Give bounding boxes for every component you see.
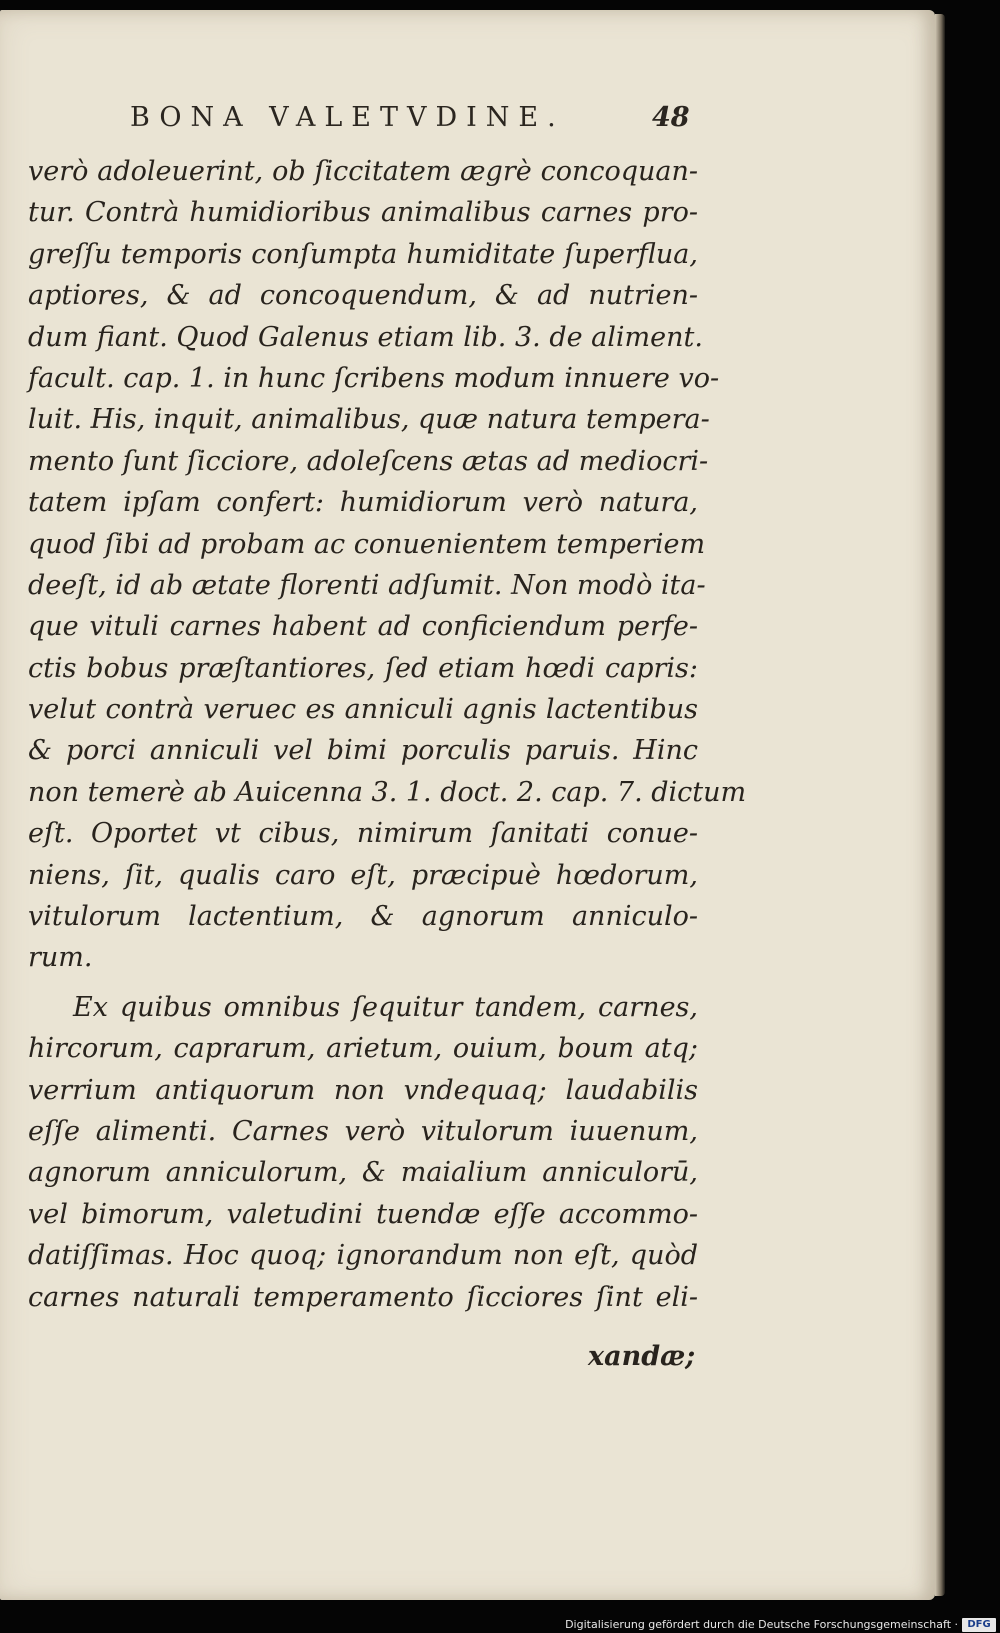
text-line: mento ſunt ſicciore, adoleſcens ætas ad mediocri-	[28, 445, 709, 477]
catchword: xandæ;	[588, 1341, 696, 1372]
book-page	[0, 10, 935, 1600]
page-number: 48	[652, 102, 690, 133]
text-line: niens, ſit, qualis caro eſt, præcipuè hœdorum,	[28, 859, 698, 891]
text-line: eſſe alimenti. Carnes verò vitulorum iuuenum,	[28, 1115, 698, 1147]
text-line: vel bimorum, valetudini tuendæ eſſe accommo-	[28, 1198, 698, 1230]
text-line: tur. Contrà humidioribus animalibus carnes pro-	[28, 197, 698, 229]
text-line: hircorum, caprarum, arietum, ouium, boum atq;	[28, 1033, 698, 1065]
running-head: BONA VALETVDINE.	[130, 102, 565, 133]
text-line: luit. His, inquit, animalibus, quæ natura tempera-	[28, 404, 710, 436]
text-line: deeſt, id ab ætate florenti adſumit. Non modò ita-	[28, 569, 706, 601]
paragraph-first-line: Ex quibus omnibus ſequitur tandem, carnes,	[73, 991, 698, 1023]
body-text	[28, 151, 747, 1318]
text-line: greſſu temporis conſumpta humiditate ſuperflua,	[28, 238, 698, 270]
text-line: facult. cap. 1. in hunc ſcribens modum innuere vo-	[28, 362, 720, 394]
text-line: dum fiant. Quod Galenus etiam lib. 3. de aliment.	[28, 321, 703, 353]
text-line: verrium antiquorum non vndequaq; laudabilis	[28, 1074, 698, 1106]
text-line: agnorum anniculorum, & maialium anniculorū,	[28, 1157, 698, 1189]
text-line: vitulorum lactentium, & agnorum anniculo-	[28, 901, 698, 933]
text-line: quod ſibi ad probam ac conuenientem temperiem	[28, 528, 706, 560]
dfg-logo: DFG	[962, 1618, 996, 1632]
text-line: verò adoleuerint, ob ſiccitatem ægrè concoquan-	[28, 156, 698, 187]
text-line: ctis bobus præſtantiores, ſed etiam hœdi capris:	[28, 652, 698, 684]
text-line: eſt. Oportet vt cibus, nimirum ſanitati conue-	[28, 818, 698, 850]
text-line: que vituli carnes habent ad conficiendum perfe-	[28, 611, 698, 643]
text-line: non temerè ab Auicenna 3. 1. doct. 2. cap. 7. dictum	[28, 776, 747, 808]
text-line: & porci anniculi vel bimi porculis paruis. Hinc	[28, 735, 698, 767]
page-edge	[935, 14, 945, 1596]
text-line: rum.	[28, 942, 93, 974]
text-line: velut contrà veruec es anniculi agnis lactentibus	[28, 694, 698, 726]
text-line: tatem ipſam confert: humidiorum verò natura,	[28, 487, 698, 519]
digitization-credit: Digitalisierung gefördert durch die Deutsche Forschungsgemeinschaft ·	[565, 1618, 958, 1631]
text-line: datiſſimas. Hoc quoq; ignorandum non eſt, quòd	[28, 1240, 698, 1272]
text-line: carnes naturali temperamento ſicciores ſint eli-	[28, 1281, 698, 1313]
text-line: aptiores, & ad concoquendum, & ad nutrien-	[28, 280, 698, 312]
